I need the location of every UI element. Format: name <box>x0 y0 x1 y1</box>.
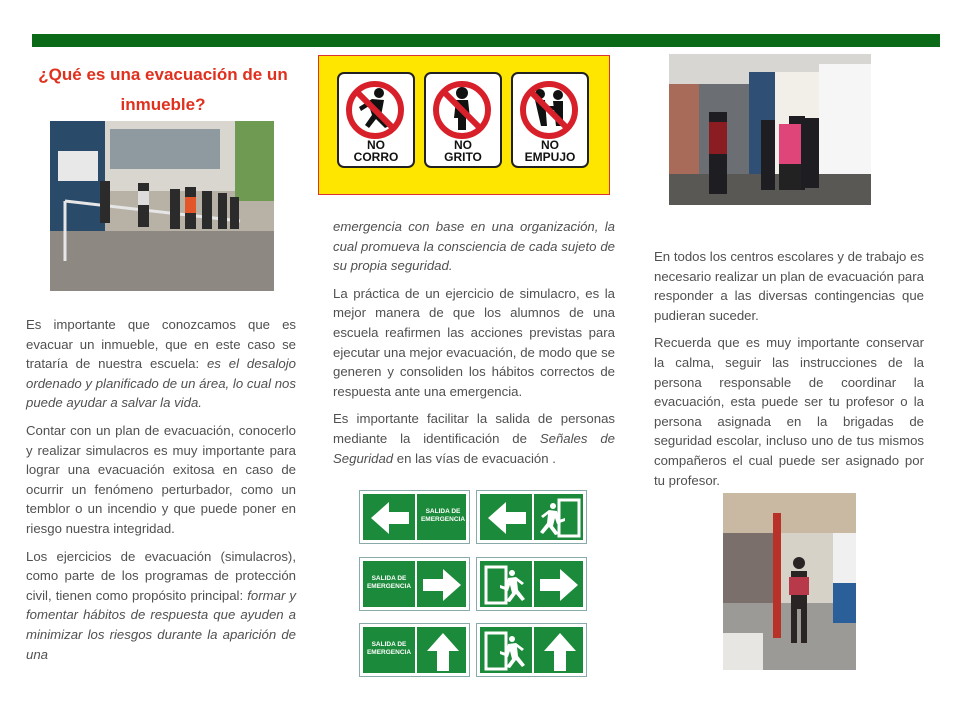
paragraph: La práctica de un ejercicio de simulacro, es la mejor manera de que los alumnos de una escuela reafirmen las acciones previstas para ejecutar una mejor evacuación, de modo que se generen y consoliden los hábitos correctos de respuesta ante una emergencia. <box>333 285 615 399</box>
exit-sign-text: SALIDA DE EMERGENCIA <box>366 575 412 590</box>
arrow-up-icon <box>417 627 469 675</box>
italic-text: es el desalojo ordenado y planificado de un área, lo cual nos puede ayudar a salvar la vida. <box>26 356 296 411</box>
running-man-door-icon <box>480 627 530 675</box>
arrow-right-icon <box>534 561 586 609</box>
sign-caption: NO EMPUJO <box>524 138 576 164</box>
prohibition-signs-panel <box>318 55 610 195</box>
arrow-right-icon <box>417 561 469 609</box>
left-text-column <box>26 315 296 672</box>
exit-sign-arrow-left-door <box>476 490 587 544</box>
paragraph <box>333 409 615 468</box>
paragraph <box>26 315 296 413</box>
text: Los ejercicios de evacuación (simulacros), como parte de los programas de protección civil, tienen como propósito principal: <box>26 548 296 603</box>
arrow-left-icon <box>363 494 415 542</box>
sign-caption: NO CORRO <box>353 138 399 164</box>
header-bar <box>32 34 940 47</box>
exit-sign-door-arrow-right <box>476 557 587 611</box>
evacuation-drill-photo <box>50 121 274 291</box>
italic-text: emergencia con base en una organización, la cual promueva la consciencia de cada sujeto de su propia seguridad. <box>333 219 615 274</box>
right-text-column <box>654 247 924 498</box>
page-title: ¿Qué es una evacuación de un inmueble? <box>38 65 288 114</box>
no-shouting-sign <box>424 72 502 168</box>
sign-caption: NO GRITO <box>444 138 482 164</box>
exit-sign-arrow-left <box>359 490 470 544</box>
running-man-door-icon <box>480 561 530 609</box>
middle-text-column <box>333 217 615 476</box>
exit-sign-arrow-up <box>359 623 470 677</box>
italic-text: formar y fomentar hábitos de respuesta que ayuden a minimizar los riesgos durante la aparición de una <box>26 587 297 662</box>
text: Es importante que conozcamos que es evacuar un inmueble, que en este caso se trataría de nuestra escuela: <box>26 317 296 372</box>
paragraph <box>333 217 615 276</box>
text: en las vías de evacuación . <box>393 450 556 466</box>
paragraph: Contar con un plan de evacuación, conocerlo y realizar simulacros es muy importante para lograr una evacuación exitosa en caso de ocurrir un fenómeno perturbador, como un temblor o un incendio y que puede poner en riesgo nuestra integridad. <box>26 422 296 536</box>
running-man-door-icon <box>535 494 585 542</box>
paragraph: En todos los centros escolares y de trabajo es necesario realizar un plan de evacuación para responder a las diversas contingencias que pudieran suceder. <box>654 249 924 323</box>
paragraph: Recuerda que es muy importante conservar la calma, seguir las instrucciones de la persona responsable de coordinar la evacuación, esta puede ser tu profesor o la persona asignada en la brigadas de seguridad escolar, incluso uno de tus mismos compañeros el cual puede ser asignado por tu profesor. <box>654 335 924 488</box>
school-hallway-photo <box>723 493 856 670</box>
paragraph <box>26 547 296 665</box>
exit-sign-arrow-right <box>359 557 470 611</box>
exit-sign-door-arrow-up <box>476 623 587 677</box>
no-pushing-sign <box>511 72 589 168</box>
arrow-up-icon <box>534 627 586 675</box>
school-doorway-photo <box>669 54 871 205</box>
arrow-left-icon <box>480 494 532 542</box>
text: Es importante facilitar la salida de personas mediante la identificación de <box>333 411 615 446</box>
exit-sign-text: SALIDA DE EMERGENCIA <box>420 508 466 523</box>
exit-sign-text: SALIDA DE EMERGENCIA <box>366 641 412 656</box>
italic-text: Señales de Seguridad <box>333 430 615 466</box>
no-running-sign <box>337 72 415 168</box>
